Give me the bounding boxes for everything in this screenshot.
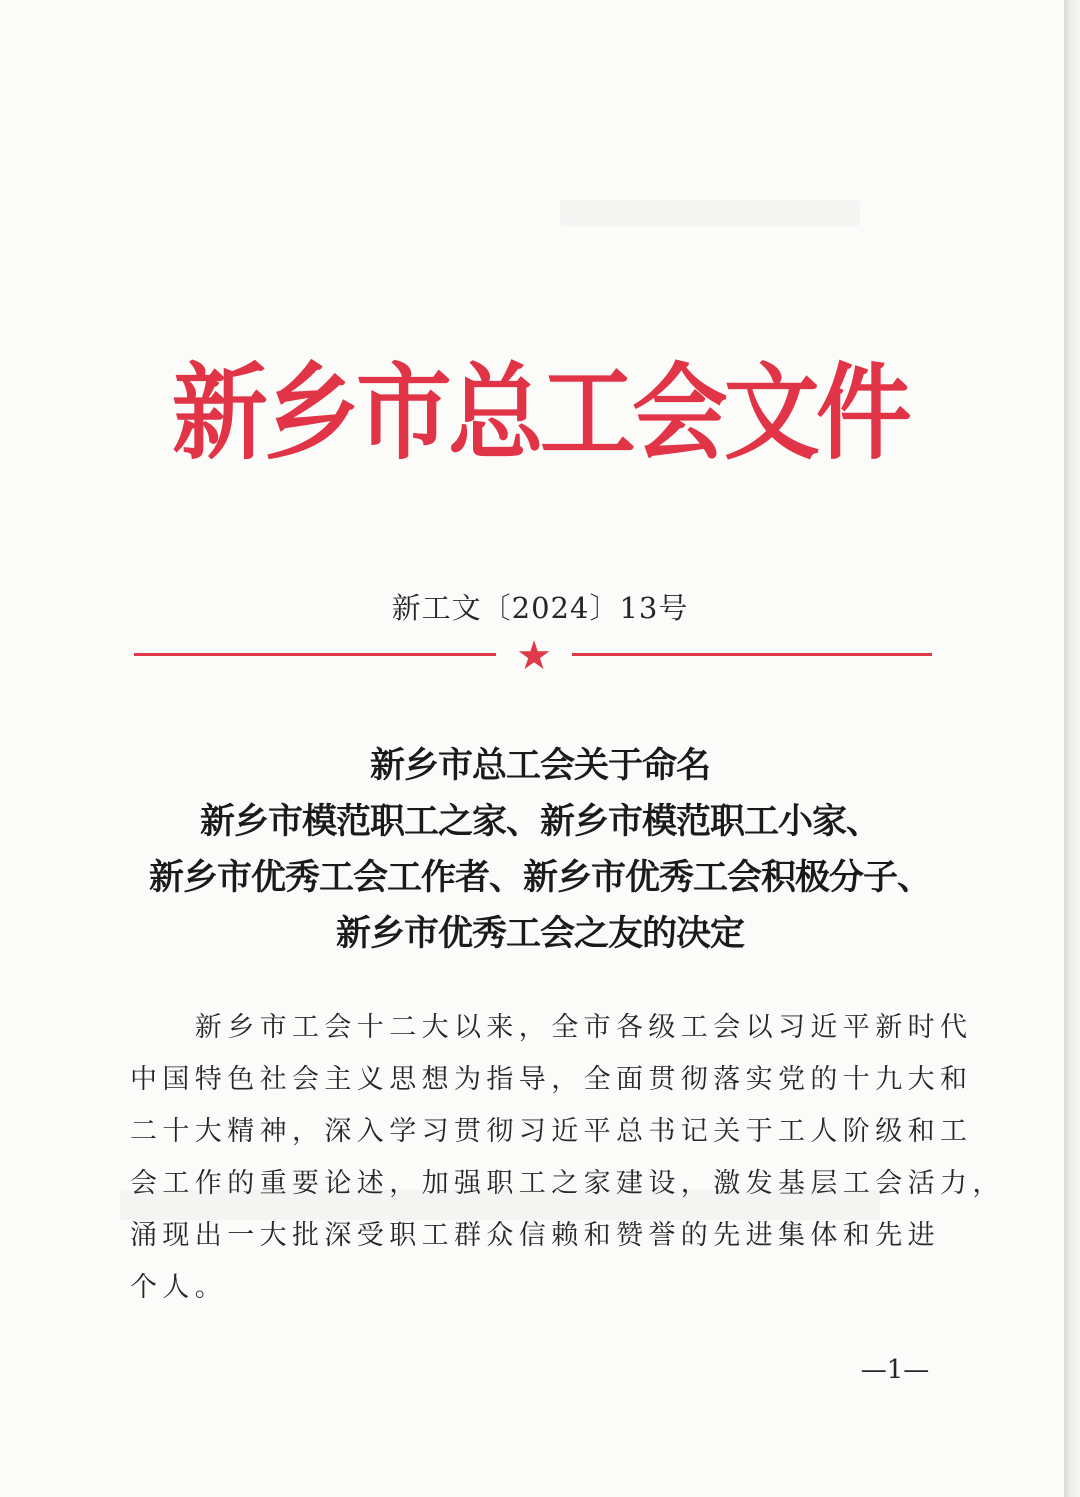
body-line: 个人。 <box>130 1272 228 1303</box>
body-line: 新乡市工会十二大以来，全市各级工会以习近平新时代 <box>130 1012 973 1043</box>
body-line: 中国特色社会主义思想为指导，全面贯彻落实党的十九大和 <box>130 1064 973 1095</box>
document-title <box>110 738 970 962</box>
body-paragraph <box>130 1002 1005 1314</box>
title-line: 新乡市优秀工会工作者、新乡市优秀工会积极分子、 <box>148 857 931 898</box>
red-rule-right <box>572 653 932 656</box>
page-number: —1— <box>860 1355 930 1385</box>
red-rule-left <box>134 653 496 656</box>
title-line: 新乡市模范职工之家、新乡市模范职工小家、 <box>199 801 880 842</box>
star-icon: ★ <box>516 633 552 679</box>
title-line: 新乡市总工会关于命名 <box>369 745 710 786</box>
title-line: 新乡市优秀工会之友的决定 <box>335 913 744 954</box>
body-line: 会工作的重要论述，加强职工之家建设，激发基层工会活力， <box>130 1168 1005 1199</box>
body-line: 二十大精神，深入学习贯彻习近平总书记关于工人阶级和工 <box>130 1116 973 1147</box>
body-line: 涌现出一大批深受职工群众信赖和赞誉的先进集体和先进 <box>130 1220 940 1251</box>
masthead-title: 新乡市总工会文件 <box>172 352 909 474</box>
page-edge-shadow <box>1064 0 1080 1497</box>
bleed-through-shadow <box>560 200 860 226</box>
document-number: 新工文〔2024〕13号 <box>391 591 689 625</box>
